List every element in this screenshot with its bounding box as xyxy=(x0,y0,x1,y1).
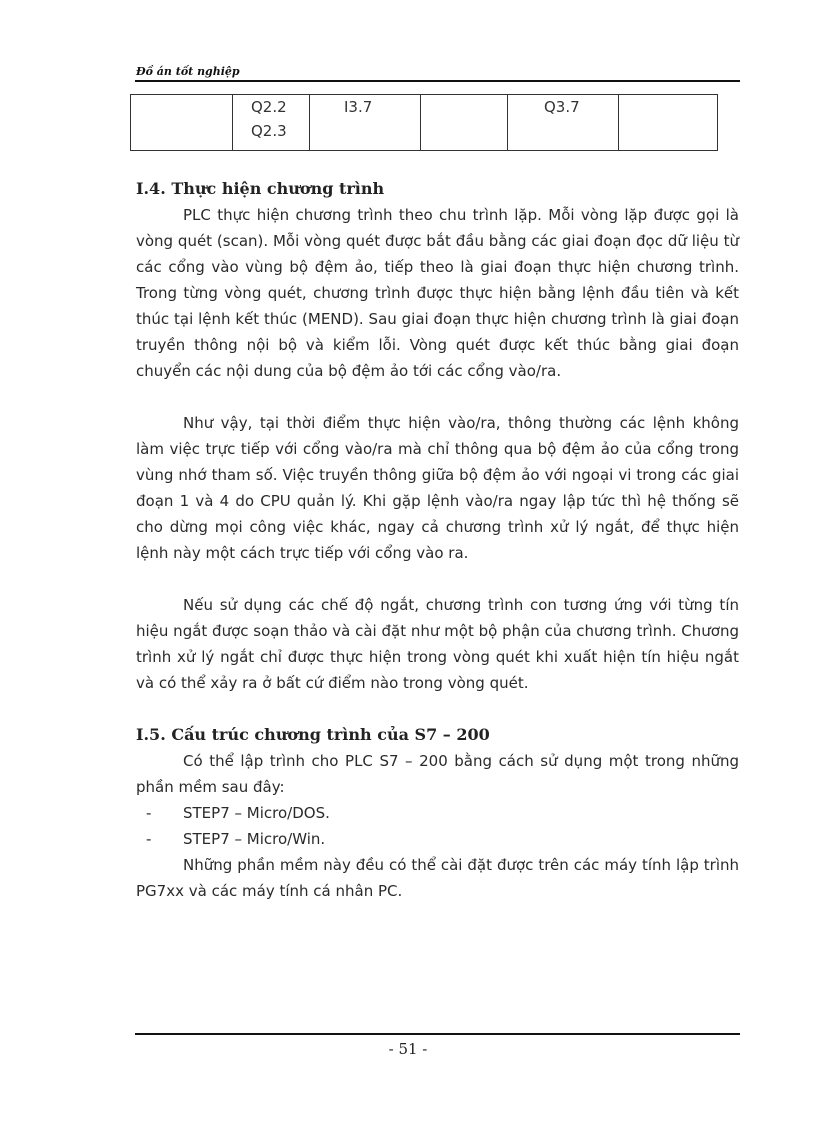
cell-text: I3.7 xyxy=(344,98,373,116)
cell-text: Q2.3 xyxy=(251,122,287,140)
table-cell xyxy=(233,95,310,151)
paragraph: Nếu sử dụng các chế độ ngắt, chương trình con tương ứng với từng tín hiệu ngắt được soạn thảo và cài đặt như một bộ phận của chương trình. Chương trình xử lý ngắt chỉ được thực hiện trong vòng quét khi xuất hiện tín hiệu ngắt và có thể xảy ra ở bất cứ điểm nào trong vòng quét. xyxy=(136,596,739,692)
table-cell xyxy=(421,95,508,151)
table-cell xyxy=(131,95,233,151)
page-body xyxy=(136,176,739,904)
paragraph: PLC thực hiện chương trình theo chu trình lặp. Mỗi vòng lặp được gọi là vòng quét (scan). Mỗi vòng quét được bắt đầu bằng các giai đoạn đọc dữ liệu từ các cổng vào vùng bộ đệm ảo, tiếp theo là giai đoạn thực hiện chương trình. Trong từng vòng quét, chương trình được thực hiện bằng lệnh đầu tiên và kết thúc tại lệnh kết thúc (MEND). Sau giai đoạn thực hiện chương trình là giai đoạn truyền thông nội bộ và kiểm lỗi. Vòng quét được kết thúc bằng giai đoạn chuyển các nội dung của bộ đệm ảo tới các cổng vào/ra. xyxy=(136,206,739,380)
list-item xyxy=(136,826,739,852)
table-cell xyxy=(508,95,619,151)
software-list xyxy=(136,800,739,852)
footer-divider xyxy=(135,1033,740,1035)
list-item-text: STEP7 – Micro/Win. xyxy=(183,830,326,848)
cell-text: Q3.7 xyxy=(544,98,580,116)
paragraph: Những phần mềm này đều có thể cài đặt được trên các máy tính lập trình PG7xx và các máy tính cá nhân PC. xyxy=(136,856,739,900)
section-heading-4: I.4. Thực hiện chương trình xyxy=(136,179,385,198)
table-cell xyxy=(310,95,421,151)
header-divider xyxy=(135,80,740,82)
page-number: - 51 - xyxy=(388,1040,428,1058)
table-row xyxy=(131,95,718,151)
section-heading-5: I.5. Cấu trúc chương trình của S7 – 200 xyxy=(136,725,490,744)
cell-text: Q2.2 xyxy=(251,98,287,116)
io-table xyxy=(130,94,718,151)
table-cell xyxy=(619,95,718,151)
io-table-fragment xyxy=(130,94,718,151)
list-dash: - xyxy=(146,830,152,848)
paragraph: Có thể lập trình cho PLC S7 – 200 bằng cách sử dụng một trong những phần mềm sau đây: xyxy=(136,752,739,796)
running-header: Đồ án tốt nghiệp xyxy=(136,65,240,78)
list-dash: - xyxy=(146,804,152,822)
list-item-text: STEP7 – Micro/DOS. xyxy=(183,804,330,822)
paragraph: Như vậy, tại thời điểm thực hiện vào/ra, thông thường các lệnh không làm việc trực tiếp với cổng vào/ra mà chỉ thông qua bộ đệm ảo của cổng trong vùng nhớ tham số. Việc truyền thông giữa bộ đệm ảo với ngoại vi trong các giai đoạn 1 và 4 do CPU quản lý. Khi gặp lệnh vào/ra ngay lập tức thì hệ thống sẽ cho dừng mọi công việc khác, ngay cả chương trình xử lý ngắt, để thực hiện lệnh này một cách trực tiếp với cổng vào ra. xyxy=(136,414,739,562)
list-item xyxy=(136,800,739,826)
